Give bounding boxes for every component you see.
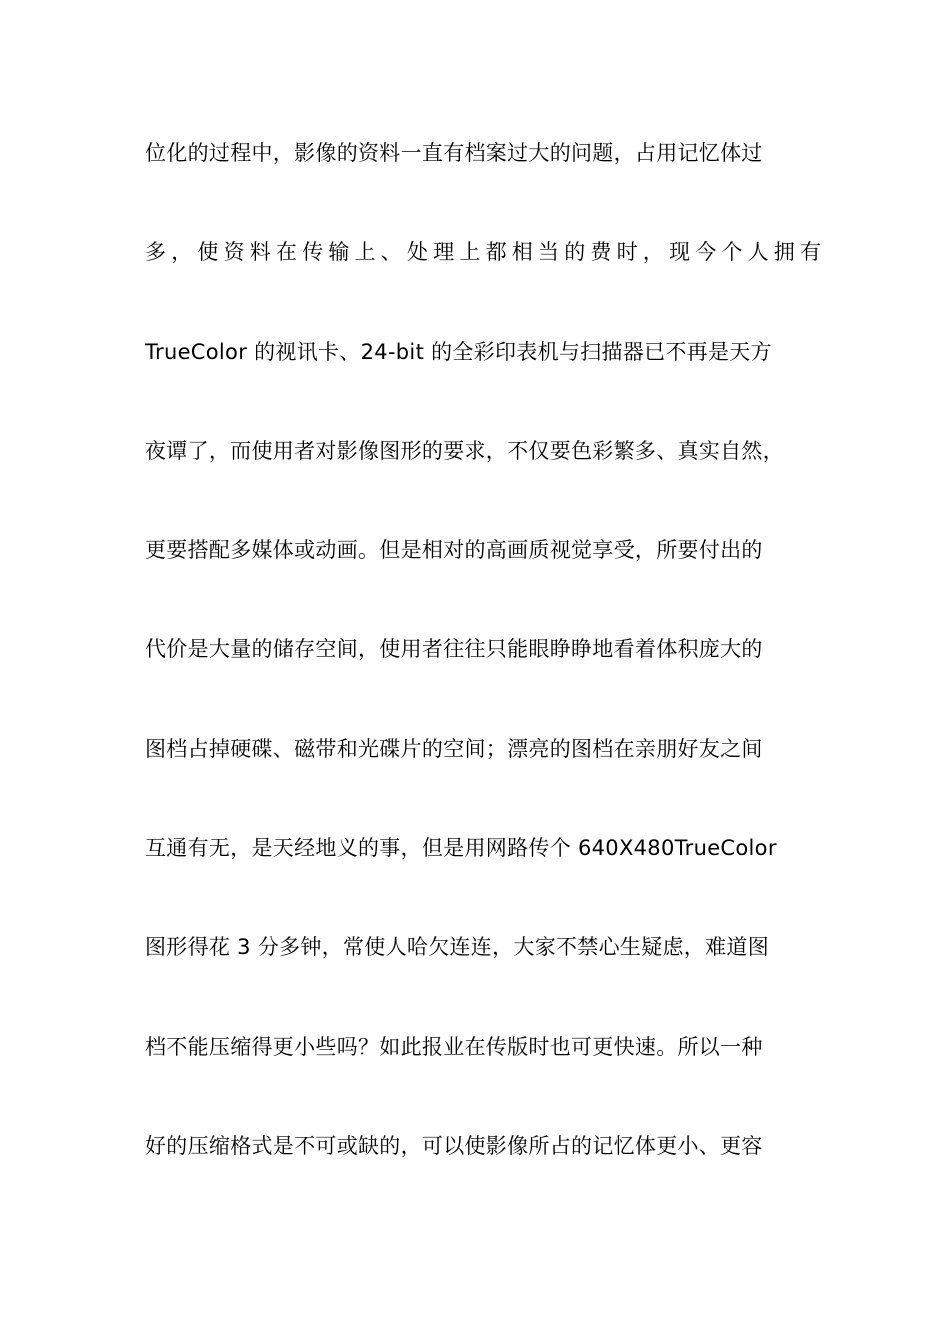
text-line-9: 图形得花 3 分多钟，常使人哈欠连连，大家不禁心生疑虑，难道图	[145, 935, 770, 960]
text-line-10: 档不能压缩得更小些吗？如此报业在传版时也可更快速。所以一种	[145, 1034, 763, 1059]
text-line-1: 位化的过程中，影像的资料一直有档案过大的问题，占用记忆体过	[145, 141, 763, 165]
text-line-5: 更要搭配多媒体或动画。但是相对的高画质视觉享受，所要付出的	[145, 538, 763, 563]
body-text	[145, 133, 825, 1225]
text-line-2: 多，使资料在传输上、处理上都相当的费时，现今个人拥有	[145, 240, 827, 265]
text-line-11: 好的压缩格式是不可或缺的，可以使影像所占的记忆体更小、更容	[145, 1133, 763, 1158]
text-line-7: 图档占掉硬碟、磁带和光碟片的空间；漂亮的图档在亲朋好友之间	[145, 736, 763, 761]
text-line-4: 夜谭了，而使用者对影像图形的要求，不仅要色彩繁多、真实自然，	[145, 438, 784, 463]
text-line-6: 代价是大量的储存空间，使用者往往只能眼睁睁地看着体积庞大的	[145, 637, 763, 662]
text-line-8: 互通有无，是天经地义的事，但是用网路传个 640X480TrueColor	[145, 836, 777, 861]
text-line-3: TrueColor 的视讯卡、24-bit 的全彩印表机与扫描器已不再是天方	[145, 339, 772, 364]
